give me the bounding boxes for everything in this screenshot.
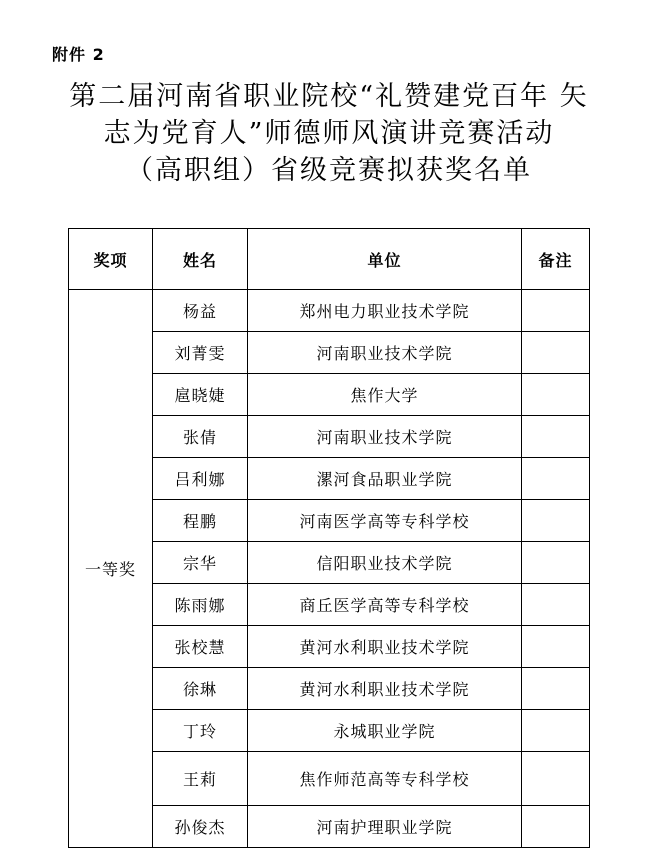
name-cell: 丁玲 <box>153 710 248 752</box>
title-line-3: （高职组）省级竞赛拟获奖名单 <box>126 155 532 186</box>
name-cell: 孙俊杰 <box>153 806 248 848</box>
name-cell: 张校慧 <box>153 626 248 668</box>
unit-cell: 焦作师范高等专科学校 <box>248 752 522 806</box>
name-cell: 张倩 <box>153 416 248 458</box>
note-cell <box>522 668 590 710</box>
name-cell: 宗华 <box>153 542 248 584</box>
table-header-row <box>69 229 590 290</box>
header-note: 备注 <box>522 229 590 290</box>
header-unit: 单位 <box>248 229 522 290</box>
attachment-label: 附件 2 <box>52 45 105 64</box>
note-cell <box>522 584 590 626</box>
award-level-cell: 一等奖 <box>69 290 153 848</box>
unit-cell: 河南职业技术学院 <box>248 332 522 374</box>
unit-cell: 河南职业技术学院 <box>248 416 522 458</box>
note-cell <box>522 806 590 848</box>
unit-cell: 商丘医学高等专科学校 <box>248 584 522 626</box>
unit-cell: 河南护理职业学院 <box>248 806 522 848</box>
note-cell <box>522 710 590 752</box>
header-name: 姓名 <box>153 229 248 290</box>
title-line-2: 志为党育人”师德师风演讲竞赛活动 <box>103 118 555 149</box>
note-cell <box>522 542 590 584</box>
name-cell: 扈晓婕 <box>153 374 248 416</box>
unit-cell: 焦作大学 <box>248 374 522 416</box>
note-cell <box>522 332 590 374</box>
name-cell: 陈雨娜 <box>153 584 248 626</box>
title-line-1: 第二届河南省职业院校“礼赞建党百年 矢 <box>69 81 589 112</box>
note-cell <box>522 752 590 806</box>
unit-cell: 信阳职业技术学院 <box>248 542 522 584</box>
name-cell: 杨益 <box>153 290 248 332</box>
name-cell: 吕利娜 <box>153 458 248 500</box>
unit-cell: 河南医学高等专科学校 <box>248 500 522 542</box>
document-title <box>40 78 618 189</box>
name-cell: 徐琳 <box>153 668 248 710</box>
note-cell <box>522 500 590 542</box>
note-cell <box>522 374 590 416</box>
unit-cell: 郑州电力职业技术学院 <box>248 290 522 332</box>
award-table <box>68 228 590 848</box>
unit-cell: 漯河食品职业学院 <box>248 458 522 500</box>
note-cell <box>522 416 590 458</box>
note-cell <box>522 626 590 668</box>
header-award: 奖项 <box>69 229 153 290</box>
note-cell <box>522 290 590 332</box>
unit-cell: 永城职业学院 <box>248 710 522 752</box>
unit-cell: 黄河水利职业技术学院 <box>248 626 522 668</box>
name-cell: 王莉 <box>153 752 248 806</box>
note-cell <box>522 458 590 500</box>
name-cell: 程鹏 <box>153 500 248 542</box>
unit-cell: 黄河水利职业技术学院 <box>248 668 522 710</box>
table-row <box>69 290 590 332</box>
name-cell: 刘菁雯 <box>153 332 248 374</box>
